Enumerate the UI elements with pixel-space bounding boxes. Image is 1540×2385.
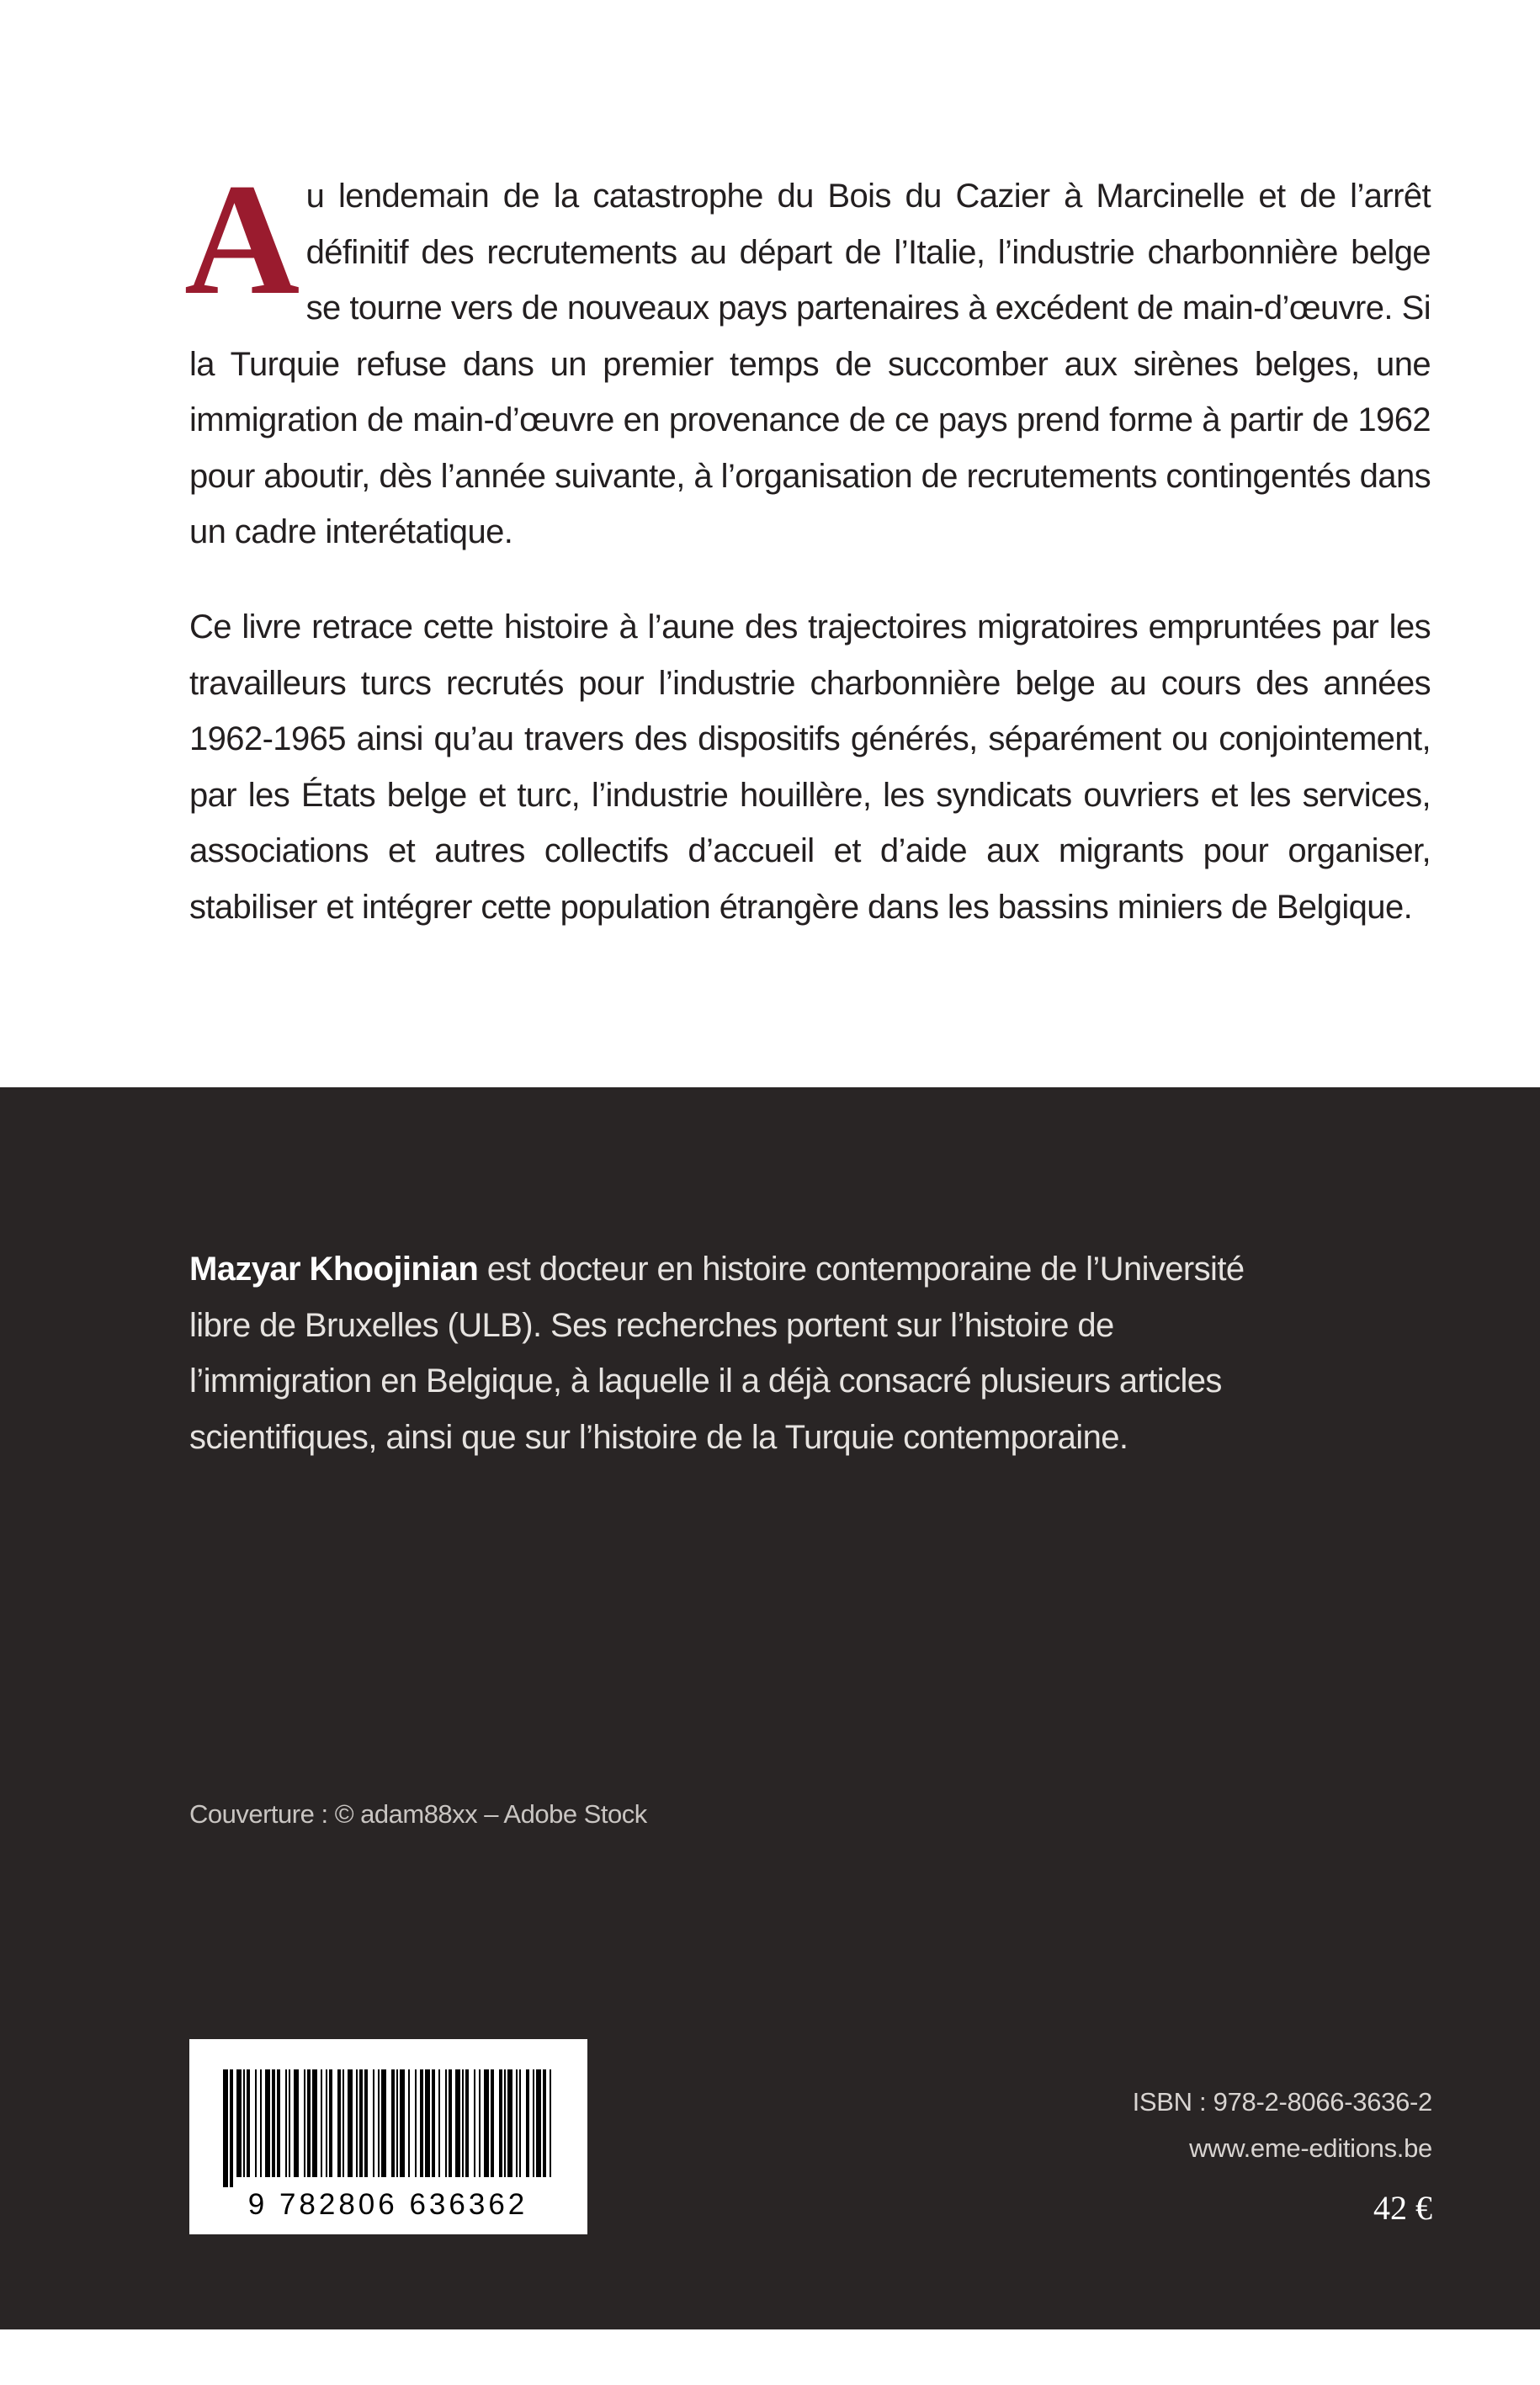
barcode-bar (543, 2069, 546, 2177)
author-bio-text: est docteur en histoire contemporaine de l’Université libre de Bruxelles (ULB). Ses recherches portent sur l’histoire de l’immigration en Belgique, à laquelle il a déjà consacré plusieurs articles scientifiques, ainsi que sur l’histoire de la Turquie contemporaine. (189, 1251, 1245, 1456)
barcode-bar (236, 2069, 242, 2177)
cover-credit: Couverture : © adam88xx – Adobe Stock (189, 1799, 647, 1829)
barcode-bar (364, 2069, 368, 2177)
barcode-bar (408, 2069, 410, 2177)
summary-paragraph-1-text: u lendemain de la catastrophe du Bois du Cazier à Marcinelle et de l’arrêt définitif des recrutements au départ de l’Italie, l’industrie charbonnière belge se tourne vers de nouveaux pays partenaires à excédent de main-d’œuvre. Si la Turquie refuse dans un premier temps de succomber aux sirènes belges, une immigration de main-d’œuvre en provenance de ce pays prend forme à partir de 1962 pour aboutir, dès l’année suivante, à l’organisation de recrutements contingentés dans un cadre interétatique. (189, 178, 1431, 550)
barcode-bar (294, 2069, 299, 2177)
summary-paragraph-1 (184, 151, 1431, 560)
barcode-bar (499, 2069, 502, 2177)
barcode-bar (484, 2069, 489, 2177)
summary-paragraph-2 (189, 599, 1431, 935)
barcode-bar (223, 2069, 228, 2187)
barcode-bar (432, 2069, 435, 2177)
barcode-bars (223, 2069, 551, 2187)
barcode-bar (550, 2069, 551, 2177)
barcode-bar (277, 2069, 280, 2177)
barcode-bar (272, 2069, 275, 2177)
price: 42 € (1373, 2189, 1432, 2227)
barcode-bar (348, 2069, 353, 2177)
barcode-bar (321, 2069, 322, 2177)
barcode-bar (304, 2069, 305, 2177)
barcode-bar (260, 2069, 262, 2177)
barcode-bar (373, 2069, 374, 2177)
barcode-bar (396, 2069, 398, 2177)
barcode-bar (533, 2069, 534, 2177)
barcode-bar (491, 2069, 494, 2177)
barcode-bar (504, 2069, 506, 2177)
barcode-bar (449, 2069, 452, 2177)
barcode-bar (255, 2069, 257, 2177)
barcode-bar (536, 2069, 541, 2177)
barcode-bar (516, 2069, 518, 2177)
barcode-bar (445, 2069, 447, 2177)
summary-paragraph-2-text: Ce livre retrace cette histoire à l’aune des trajectoires migratoires empruntées par les travailleurs turcs recrutés pour l’industrie charbonnière belge au cours des années 1962-1965 ainsi qu’au travers des dispositifs générés, séparément ou conjointement, par les États belge et turc, l’industrie houillère, les syndicats ouvriers et les services, associations et autres collectifs d’accueil et d’aide aux migrants pour organiser, stabiliser et intégrer cette population étrangère dans les bassins miniers de Belgique. (189, 608, 1431, 926)
barcode-bar (307, 2069, 311, 2177)
barcode-bar (425, 2069, 430, 2177)
barcode-bar (381, 2069, 386, 2177)
barcode-bar (356, 2069, 358, 2177)
barcode-bar (247, 2069, 250, 2177)
isbn-number: ISBN : 978-2-8066-3636-2 (1132, 2087, 1432, 2117)
barcode-bar (378, 2069, 380, 2177)
barcode (189, 2039, 587, 2234)
barcode-bar (230, 2069, 233, 2187)
barcode-bar (329, 2069, 332, 2177)
barcode-bar (391, 2069, 395, 2177)
barcode-digits: 9 782806 636362 (247, 2188, 528, 2221)
barcode-bar (479, 2069, 481, 2177)
barcode-bar (519, 2069, 521, 2177)
barcode-bar (285, 2069, 287, 2177)
barcode-bar (312, 2069, 317, 2177)
barcode-graphic (189, 2039, 587, 2234)
barcode-bar (343, 2069, 344, 2177)
barcode-bar (337, 2069, 341, 2177)
dropcap-letter: A (184, 151, 300, 328)
bottom-margin (0, 2329, 1540, 2385)
barcode-bar (400, 2069, 405, 2177)
barcode-bar (462, 2069, 464, 2177)
barcode-bar (438, 2069, 440, 2177)
author-name: Mazyar Khoojinian (189, 1251, 479, 1288)
barcode-bar (326, 2069, 327, 2177)
barcode-bar (265, 2069, 270, 2177)
barcode-bar (465, 2069, 469, 2177)
barcode-bar (289, 2069, 290, 2177)
barcode-bar (507, 2069, 512, 2177)
barcode-bar (526, 2069, 529, 2177)
barcode-bar (474, 2069, 475, 2177)
barcode-bar (420, 2069, 423, 2177)
author-bio (189, 1241, 1275, 1465)
barcode-bar (455, 2069, 460, 2177)
website-link[interactable]: www.eme-editions.be (1189, 2133, 1432, 2163)
barcode-bar (243, 2069, 245, 2177)
summary-section (0, 0, 1540, 1087)
barcode-bar (415, 2069, 417, 2177)
barcode-bar (359, 2069, 363, 2177)
